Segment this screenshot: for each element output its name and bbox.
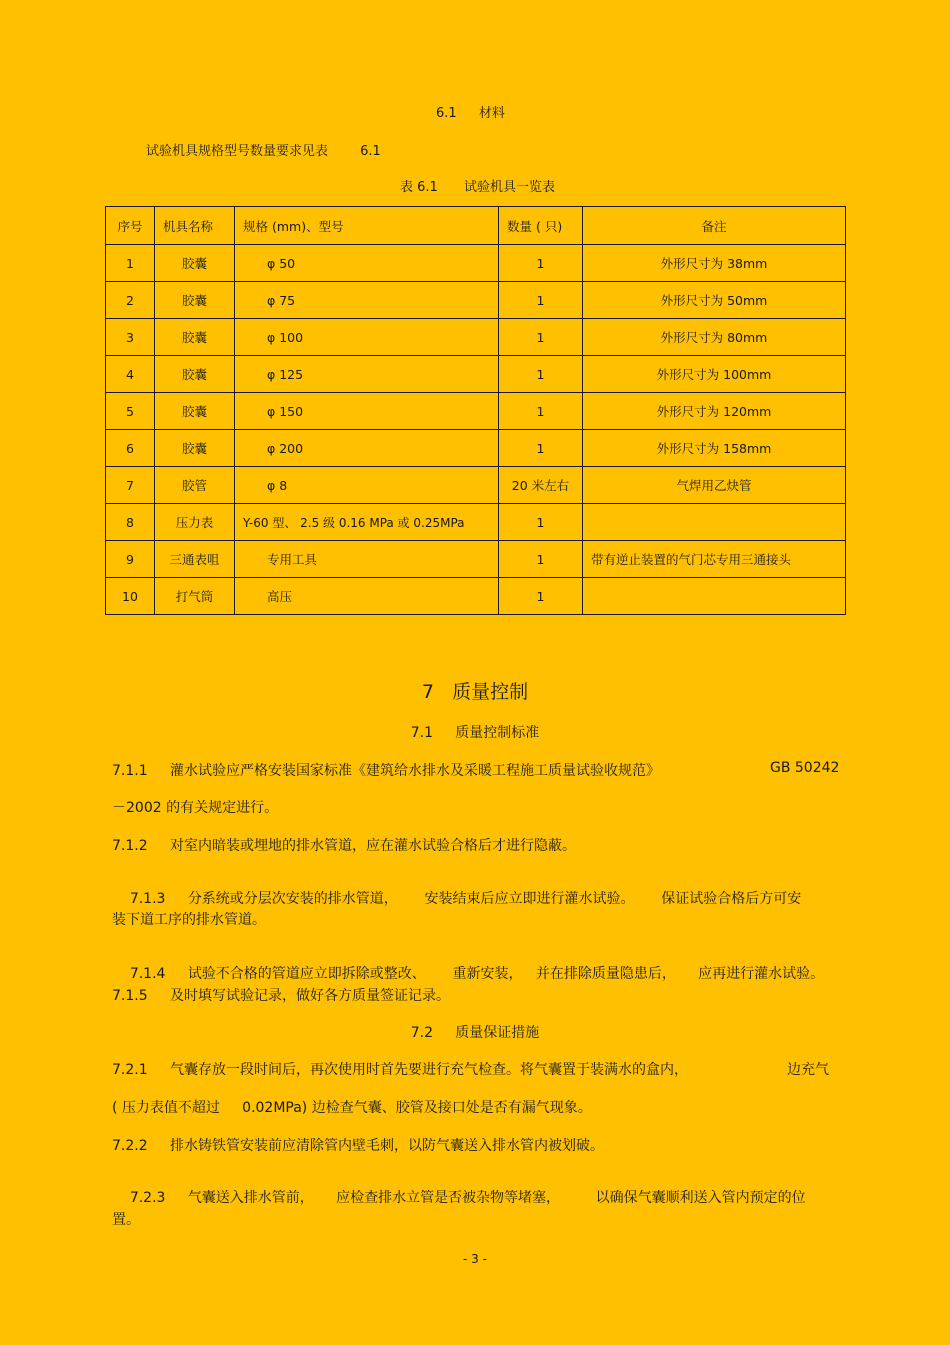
tool-note: 外形尺寸为 38mm (583, 245, 846, 282)
tool-spec: 高压 (235, 578, 499, 615)
tool-note: 外形尺寸为 120mm (583, 393, 846, 430)
tool-note: 外形尺寸为 80mm (583, 319, 846, 356)
tool-qty: 1 (499, 578, 583, 615)
paragraph-7-1-1 (112, 760, 660, 780)
tool-note: 外形尺寸为 158mm (583, 430, 846, 467)
tool-name: 胶囊 (155, 393, 235, 430)
table-row (106, 393, 846, 430)
table-row (106, 541, 846, 578)
standard-code: GB 50242 (770, 760, 840, 776)
clause-text: 气囊送入排水管前， 应检查排水立管是否被杂物等堵塞， 以确保气囊顺利送入管内预定的位 (187, 1190, 806, 1206)
tool-name: 胶囊 (155, 356, 235, 393)
table-row (106, 430, 846, 467)
tool-qty: 1 (499, 245, 583, 282)
tool-note: 外形尺寸为 50mm (583, 282, 846, 319)
row-index: 10 (106, 578, 155, 615)
tool-spec: φ 8 (235, 467, 499, 504)
table-caption (400, 176, 555, 195)
table-caption-prefix: 表 6.1 (400, 180, 438, 195)
row-index: 2 (106, 282, 155, 319)
paragraph-7-1-5 (112, 985, 450, 1005)
tool-qty: 20 米左右 (499, 467, 583, 504)
clause-text: 及时填写试验记录，做好各方质量签证记录。 (170, 988, 450, 1004)
clause-text: 排水铸铁管安装前应清除管内壁毛刺，以防气囊送入排水管内被划破。 (170, 1138, 604, 1154)
header-cell: 序号 (106, 207, 155, 245)
tool-qty: 1 (499, 282, 583, 319)
row-index: 6 (106, 430, 155, 467)
paragraph-7-2-1 (112, 1059, 688, 1079)
clause-number: 7.1.2 (112, 838, 148, 854)
row-index: 4 (106, 356, 155, 393)
paragraph-7-1-3-cont: 装下道工序的排水管道。 (112, 912, 266, 928)
table-row (106, 245, 846, 282)
tool-qty: 1 (499, 319, 583, 356)
tool-spec: Y-60 型、 2.5 级 0.16 MPa 或 0.25MPa (235, 504, 499, 541)
section-title: 材料 (478, 106, 505, 121)
tool-spec: φ 75 (235, 282, 499, 319)
row-index: 5 (106, 393, 155, 430)
section-number: 6.1 (436, 106, 457, 121)
tool-name: 压力表 (155, 504, 235, 541)
section-7-2-heading: 7.2 质量保证措施 (410, 1025, 540, 1041)
table-caption-text: 试验机具一览表 (463, 180, 555, 195)
tool-note: 带有逆止装置的气门芯专用三通接头 (583, 541, 846, 578)
clause-text: 分系统或分层次安装的排水管道， 安装结束后应立即进行灌水试验。 保证试验合格后方可安 (187, 891, 802, 907)
table-row (106, 319, 846, 356)
paragraph-7-2-1-tail: 边充气 (787, 1062, 829, 1078)
clause-number: 7.2.3 (129, 1190, 166, 1206)
header-cell: 规格 (mm)、型号 (235, 207, 499, 245)
tool-name: 胶囊 (155, 319, 235, 356)
clause-text: 气囊存放一段时间后，再次使用时首先要进行充气检查。将气囊置于装满水的盒内， (170, 1062, 688, 1078)
tool-spec: φ 100 (235, 319, 499, 356)
table-row (106, 282, 846, 319)
table-row (106, 504, 846, 541)
intro-table-ref: 6.1 (360, 144, 381, 159)
tool-qty: 1 (499, 541, 583, 578)
tool-spec: 专用工具 (235, 541, 499, 578)
intro-text: 试验机具规格型号数量要求见表 (146, 144, 329, 159)
tool-spec: φ 200 (235, 430, 499, 467)
section-7-1-heading: 7.1 质量控制标准 (410, 725, 540, 741)
table-row (106, 467, 846, 504)
tool-name: 胶囊 (155, 282, 235, 319)
clause-number: 7.1.5 (112, 988, 148, 1004)
row-index: 1 (106, 245, 155, 282)
row-index: 7 (106, 467, 155, 504)
clause-number: 7.2.1 (112, 1062, 148, 1078)
tools-table (105, 206, 846, 615)
row-index: 3 (106, 319, 155, 356)
table-header-row (106, 207, 846, 245)
clause-number: 7.2.2 (112, 1138, 148, 1154)
row-index: 8 (106, 504, 155, 541)
tool-spec: φ 50 (235, 245, 499, 282)
tool-name: 胶管 (155, 467, 235, 504)
header-cell: 数量 ( 只) (499, 207, 583, 245)
clause-number: 7.1.3 (129, 891, 166, 907)
tool-spec: φ 125 (235, 356, 499, 393)
tool-qty: 1 (499, 393, 583, 430)
tool-name: 胶囊 (155, 245, 235, 282)
header-cell: 机具名称 (155, 207, 235, 245)
tool-note: 外形尺寸为 100mm (583, 356, 846, 393)
clause-text: 灌水试验应严格安装国家标准《建筑给水排水及采暖工程施工质量试验收规范》 (170, 763, 660, 779)
paragraph-7-1-2 (112, 835, 576, 855)
clause-number: 7.1.1 (112, 763, 148, 779)
section-6-1-heading (436, 102, 505, 121)
tool-note (583, 504, 846, 541)
tool-note: 气焊用乙炔管 (583, 467, 846, 504)
page-number: - 3 - (463, 1252, 487, 1266)
paragraph-7-1-1-cont: －2002 的有关规定进行。 (112, 800, 279, 816)
chapter-title: 7 质量控制 (421, 681, 529, 703)
tool-note (583, 578, 846, 615)
table-row (106, 578, 846, 615)
tool-name: 三通表咀 (155, 541, 235, 578)
table-row (106, 356, 846, 393)
tool-spec: φ 150 (235, 393, 499, 430)
clause-text: 试验不合格的管道应立即拆除或整改、 重新安装， 并在排除质量隐患后， 应再进行灌水试验。 (187, 966, 825, 982)
clause-number: 7.1.4 (129, 966, 166, 982)
paragraph-7-2-3-cont: 置。 (112, 1212, 140, 1228)
table-intro (146, 140, 381, 159)
tool-qty: 1 (499, 504, 583, 541)
header-cell: 备注 (583, 207, 846, 245)
row-index: 9 (106, 541, 155, 578)
paragraph-7-2-1-cont: ( 压力表值不超过 0.02MPa) 边检查气囊、胶管及接口处是否有漏气现象。 (112, 1100, 592, 1116)
tool-qty: 1 (499, 356, 583, 393)
tool-qty: 1 (499, 430, 583, 467)
paragraph-7-2-2 (112, 1135, 604, 1155)
clause-text: 对室内暗装或埋地的排水管道，应在灌水试验合格后才进行隐蔽。 (170, 838, 576, 854)
paragraph-7-2-3 (112, 1171, 806, 1223)
tool-name: 胶囊 (155, 430, 235, 467)
tool-name: 打气筒 (155, 578, 235, 615)
